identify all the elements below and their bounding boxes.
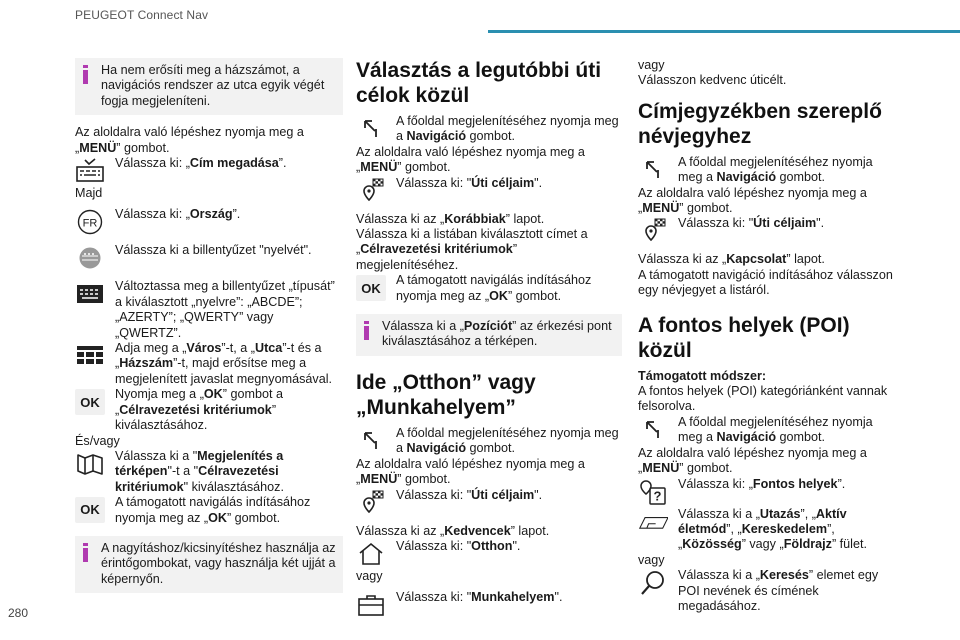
paragraph: Az aloldalra való lépéshez nyomja meg a „MENÜ” gombot.	[638, 185, 867, 216]
step-work: Válassza ki: "Munkahelyem".	[356, 590, 622, 620]
info-icon	[83, 543, 88, 565]
keypad-grid-icon	[75, 342, 105, 370]
paragraph: Támogatott módszer:	[638, 368, 767, 383]
paragraph: vagy	[356, 568, 383, 583]
destination-flag-pin-icon	[356, 489, 386, 517]
paragraph: vagy	[638, 552, 665, 567]
info-note: Ha nem erősíti meg a házszámot, a navigációs rendszer az utca egyik végét fogja megjeleníteni.	[75, 58, 343, 115]
info-icon	[83, 65, 88, 87]
paragraph: Válassza ki az „Korábbiak” lapot.	[356, 211, 545, 226]
home-icon	[356, 540, 386, 568]
step-city-street: Adja meg a „Város”-t, a „Utca”-t és a „Házszám”-t, majd erősítse meg a megjelenített javaslat megnyomásával.	[75, 341, 343, 387]
step-destinations: Válassza ki: "Úti céljaim".	[356, 488, 622, 518]
paragraph: Majd	[75, 186, 103, 201]
paragraph: Az aloldalra való lépéshez nyomja meg a „MENÜ” gombot.	[638, 445, 867, 476]
paragraph: A támogatott navigáció indításához válasszon egy névjegyet a listáról.	[638, 267, 893, 298]
paragraph: Az aloldalra való lépéshez nyomja meg a „MENÜ” gombot.	[356, 144, 585, 175]
navigation-arrow-icon	[638, 416, 668, 444]
svg-text:?: ?	[653, 488, 662, 503]
step-search: Válassza ki a „Keresés” elemet egy POI nevének és címének megadásához.	[638, 568, 900, 614]
column-1	[75, 58, 343, 602]
step-destinations: Válassza ki: "Úti céljaim".	[356, 176, 622, 206]
step-start-navigation: OK A támogatott navigálás indításához nyomja meg az „OK” gombot.	[75, 495, 343, 526]
poi-question-icon	[638, 478, 668, 506]
briefcase-icon	[356, 591, 386, 619]
ok-button-icon: OK	[356, 274, 386, 302]
paragraph: vagy	[638, 58, 665, 72]
paragraph: Válasszon kedvenc úticélt.	[638, 73, 787, 88]
step-keyboard-type: Változtassa meg a billentyűzet „típusát” a kiválasztott „nyelvre”: „ABCDE”; „AZERTY”; „QWERTY” vagy „QWERTZ”.	[75, 279, 343, 341]
destination-flag-pin-icon	[356, 177, 386, 205]
section-heading: A fontos helyek (POI) közül	[638, 313, 850, 362]
fr-label: FR	[82, 217, 98, 230]
step-navigation: A főoldal megjelenítéséhez nyomja meg a Navigáció gombot.	[356, 426, 622, 457]
map-icon	[75, 450, 105, 478]
step-destinations: Válassza ki: "Úti céljaim".	[638, 216, 900, 246]
keyboard-icon	[75, 280, 105, 308]
paragraph: Válassza ki az „Kapcsolat” lapot.	[638, 252, 825, 267]
header-accent-line	[488, 30, 960, 33]
step-start-navigation: OK A támogatott navigálás indításához nyomja meg az „OK” gombot.	[356, 273, 622, 304]
step-navigation: A főoldal megjelenítéséhez nyomja meg a Navigáció gombot.	[638, 415, 900, 446]
navigation-arrow-icon	[356, 427, 386, 455]
paragraph: Válassza ki a listában kiválasztott címet a „Célravezetési kritériumok” megjelenítéséhez.	[356, 227, 588, 272]
step-ok-criteria: OK Nyomja meg a „OK” gombot a „Célravezetési kritériumok” kiválasztásához.	[75, 387, 343, 433]
info-icon	[364, 321, 369, 343]
paragraph: Válassza ki az „Kedvencek” lapot.	[356, 523, 550, 538]
step-poi-tabs: Válassza ki a „Utazás”, „Aktív életmód”, „Kereskedelem”, „Közösség” vagy „Földrajz” fület.	[638, 507, 900, 553]
step-home: Válassza ki: "Otthon".	[356, 539, 622, 569]
step-country: FR Válassza ki: „Ország”.	[75, 207, 343, 237]
step-address-entry: Válassza ki: „Cím megadása”.	[75, 156, 343, 186]
step-navigation: A főoldal megjelenítéséhez nyomja meg a Navigáció gombot.	[356, 114, 622, 145]
step-poi: ? Válassza ki: „Fontos helyek”.	[638, 477, 900, 507]
step-keyboard-language: Válassza ki a billentyűzet "nyelvét".	[75, 243, 343, 273]
step-navigation: A főoldal megjelenítéséhez nyomja meg a Navigáció gombot.	[638, 155, 900, 186]
address-entry-icon	[75, 157, 105, 185]
navigation-arrow-icon	[356, 115, 386, 143]
language-globe-icon	[75, 244, 105, 272]
column-3	[638, 58, 900, 614]
section-heading: Választás a legutóbbi úti célok közül	[356, 59, 602, 107]
paragraph: És/vagy	[75, 433, 120, 448]
destination-flag-pin-icon	[638, 217, 668, 245]
tab-folder-icon	[638, 508, 668, 536]
paragraph: A fontos helyek (POI) kategóriánként vannak felsorolva.	[638, 384, 888, 414]
page-number: 280	[8, 606, 29, 620]
paragraph: Az aloldalra való lépéshez nyomja meg a „MENÜ” gombot.	[356, 456, 585, 487]
section-heading: Ide „Otthon” vagy „Munkahelyem”	[356, 370, 536, 419]
step-show-on-map: Válassza ki a "Megjelenítés a térképen"-t a "Célravezetési kritériumok" kiválasztásához.	[75, 449, 343, 495]
column-2	[356, 58, 622, 620]
country-fr-icon	[75, 208, 105, 236]
ok-button-icon: OK	[75, 388, 105, 416]
running-header: PEUGEOT Connect Nav	[75, 8, 209, 22]
info-note: Válassza ki a „Pozíciót” az érkezési pont kiválasztásához a térképen.	[356, 314, 622, 356]
section-heading: Címjegyzékben szereplő névjegyhez	[638, 99, 882, 148]
ok-button-icon: OK	[75, 496, 105, 524]
search-icon	[638, 569, 668, 597]
navigation-arrow-icon	[638, 156, 668, 184]
paragraph: Az aloldalra való lépéshez nyomja meg a „MENÜ” gombot.	[75, 125, 304, 155]
info-note: A nagyításhoz/kicsinyítéshez használja az érintőgombokat, vagy használja két ujját a képernyőn.	[75, 536, 343, 593]
